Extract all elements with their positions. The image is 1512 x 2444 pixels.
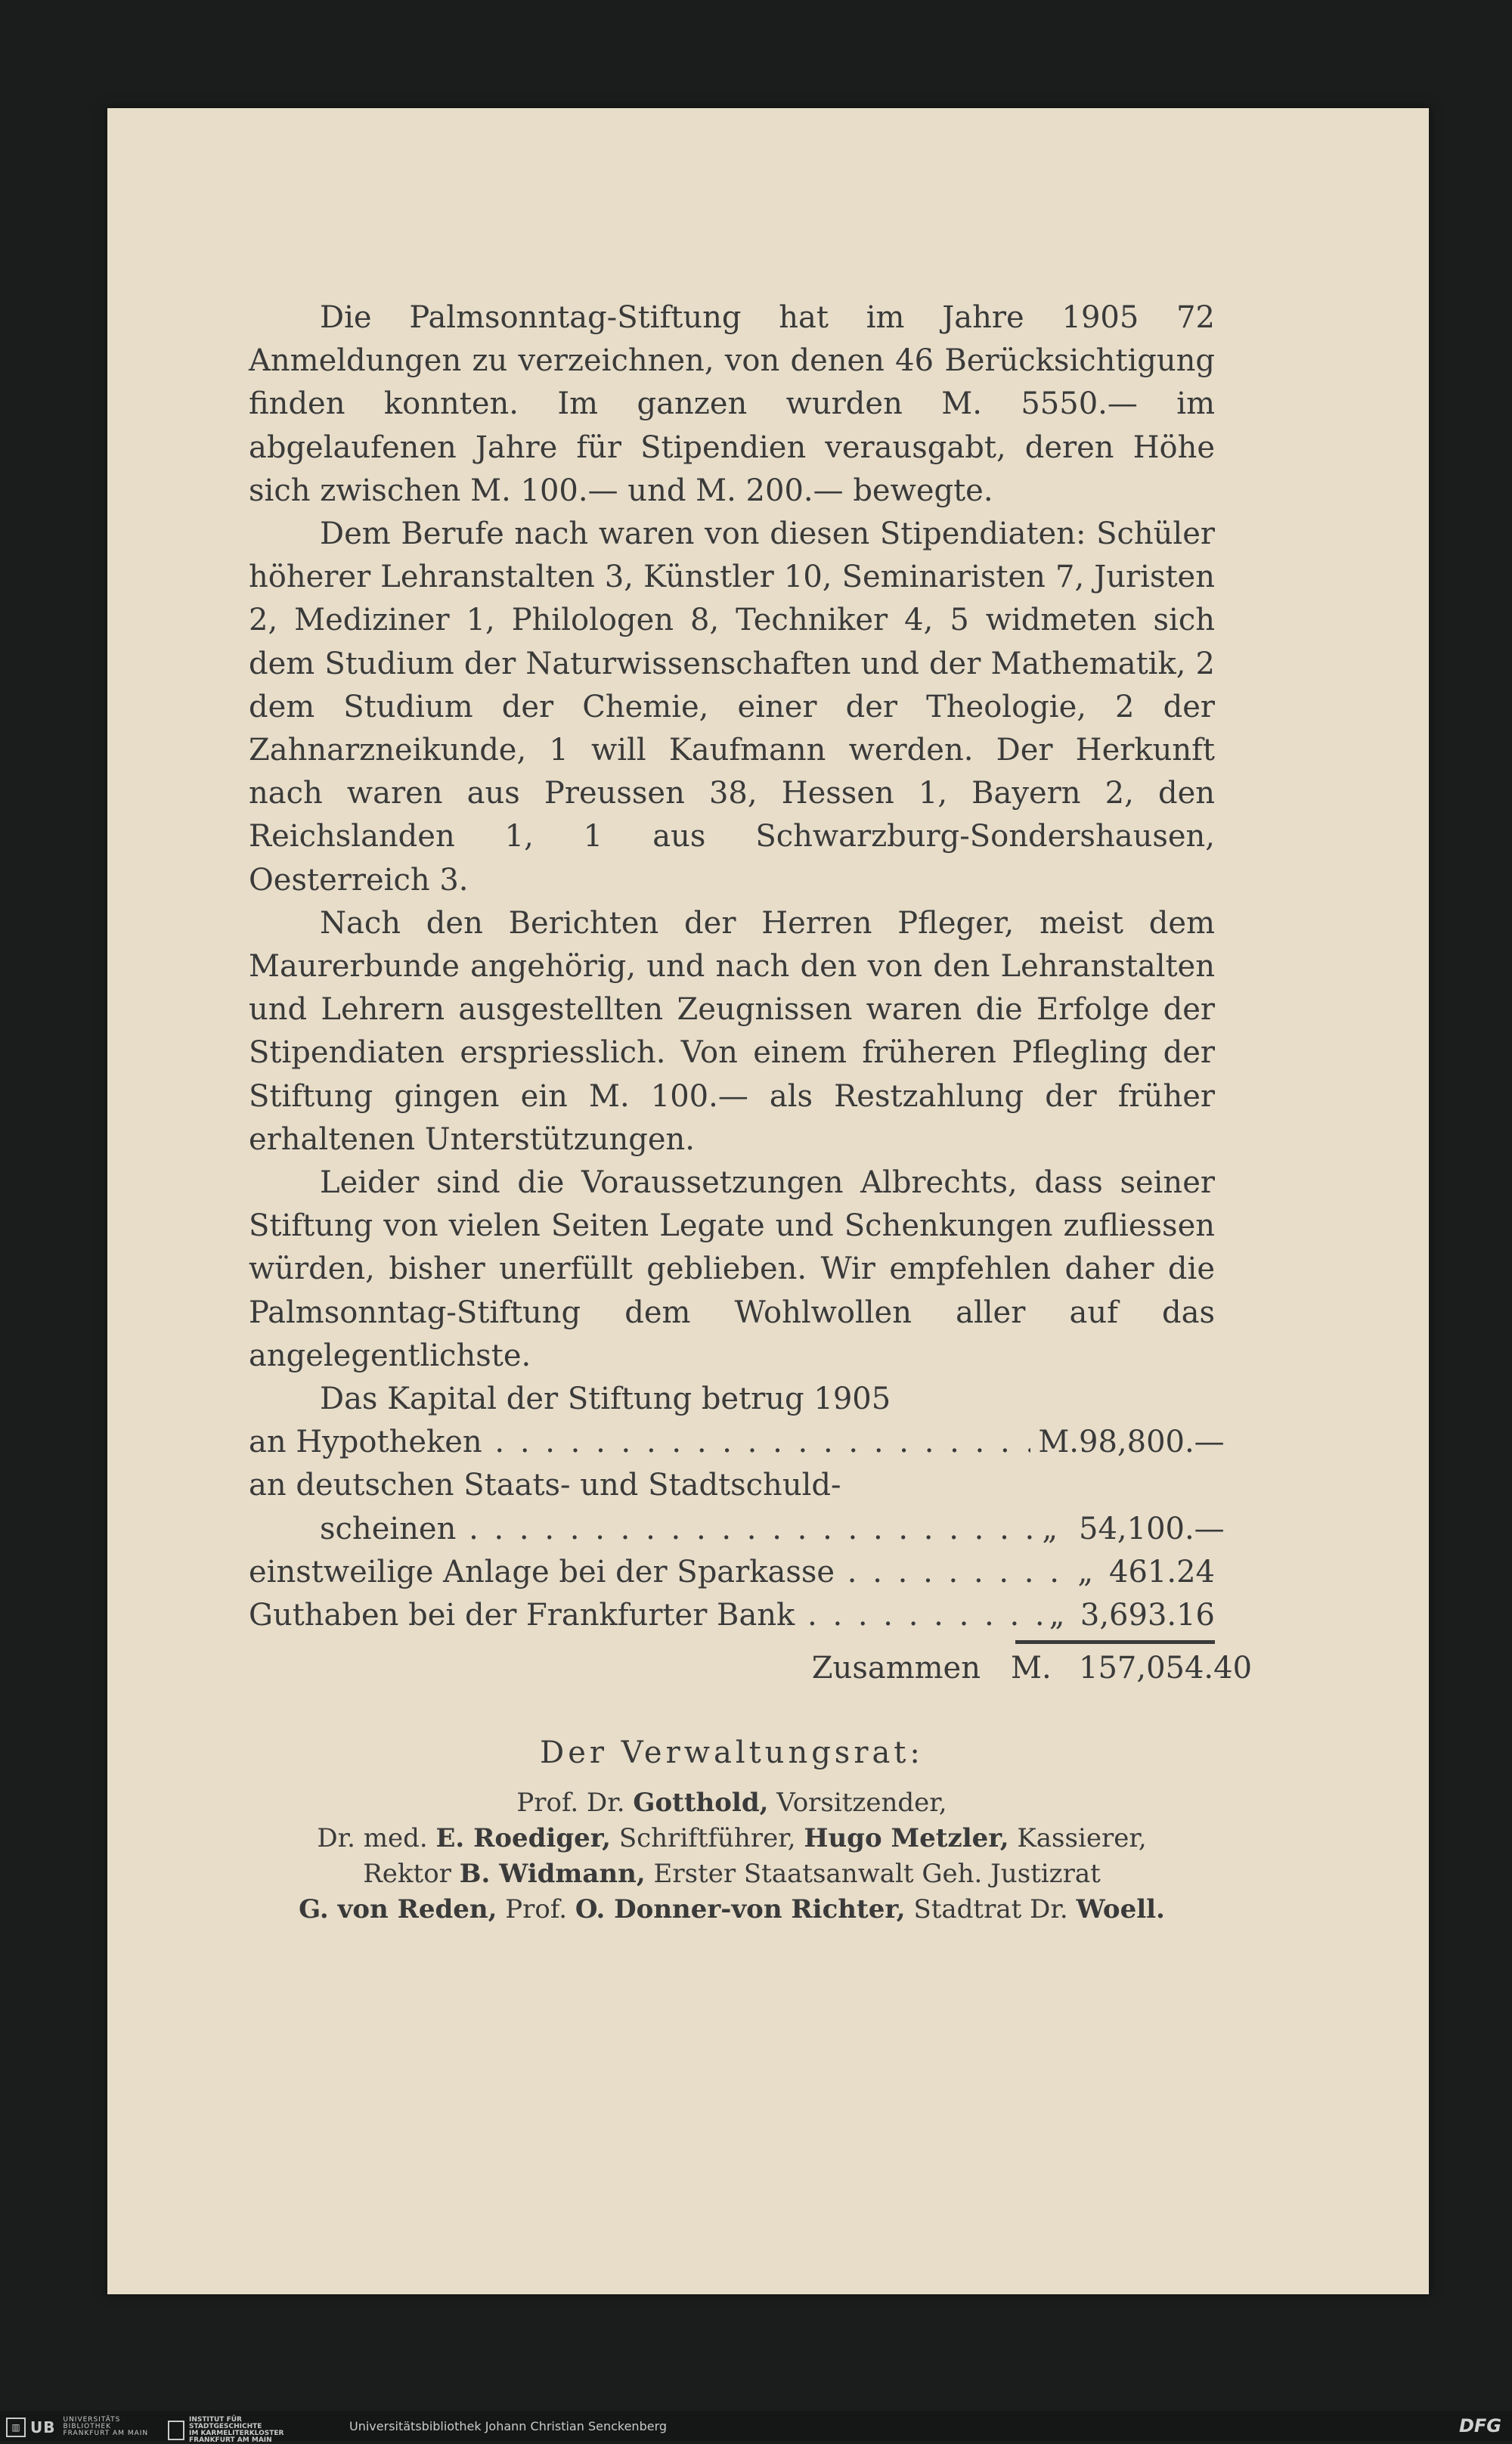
board-text: Rektor xyxy=(363,1859,451,1889)
institute-icon xyxy=(168,2421,184,2440)
board-text: Dr. med. xyxy=(317,1823,428,1853)
ledger-amount: 54,100.— xyxy=(1079,1511,1225,1546)
inst-line: STADTGESCHICHTE xyxy=(189,2423,262,2430)
inst-line: INSTITUT FÜR xyxy=(189,2416,242,2424)
board-line-3 xyxy=(249,1856,1215,1892)
ledger-row xyxy=(249,1508,1225,1551)
capital-intro: Das Kapital der Stiftung betrug 1905 xyxy=(320,1382,891,1417)
board-text: Schriftführer, xyxy=(618,1823,796,1853)
ledger-amount: 98,800.— xyxy=(1079,1425,1225,1460)
board-line-2 xyxy=(249,1821,1215,1856)
board-text: Kassierer, xyxy=(1017,1823,1147,1853)
sum-rule xyxy=(1015,1640,1215,1644)
paragraph-applications: Die Palmsonntag-Stiftung hat im Jahre 1905 72 Anmeldungen zu verzeichnen, von denen 46 Berücksichtigung finden konnten. Im ganzen wurden M. 5550.— im abgelaufenen Jahre für Stipendien verausgabt, deren Höhe sich zwischen M. 100.— und M. 200.— bewegte. xyxy=(249,300,1215,508)
board-title: Der Verwaltungsrat: xyxy=(540,1735,924,1770)
capital-ledger xyxy=(249,1421,1253,1690)
ledger-row xyxy=(249,1421,1225,1464)
ledger-row xyxy=(249,1464,1215,1507)
viewer-footer xyxy=(0,2411,1512,2444)
board-member-name: G. von Reden, xyxy=(299,1894,497,1924)
ub-logo[interactable] xyxy=(6,2417,148,2437)
board-text: Erster Staatsanwalt Geh. Justizrat xyxy=(653,1859,1101,1889)
board-text: Vorsitzender, xyxy=(776,1788,947,1818)
report-body xyxy=(249,296,1253,1690)
board-member-name: Gotthold, xyxy=(633,1788,769,1818)
ledger-label: scheinen . . . xyxy=(249,1508,1034,1551)
institute-logo[interactable] xyxy=(168,2417,284,2444)
inst-line: IM KARMELITERKLOSTER xyxy=(189,2430,284,2437)
total-amount: 157,054.40 xyxy=(1079,1651,1253,1686)
inst-line: FRANKFURT AM MAIN xyxy=(189,2436,272,2444)
ledger-currency: „ xyxy=(1049,1598,1065,1633)
board-member-name: B. Widmann, xyxy=(459,1859,646,1889)
total-label: Zusammen xyxy=(811,1651,981,1686)
ledger-currency: M. xyxy=(1038,1425,1079,1460)
board-member-name: E. Roediger, xyxy=(435,1823,612,1853)
ledger-label: einstweilige Anlage bei der Sparkasse . . . xyxy=(249,1551,1070,1594)
ub-sub-line: BIBLIOTHEK xyxy=(63,2423,112,2430)
paragraph-appeal: Leider sind die Voraussetzungen Albrechts, dass seiner Stiftung von vielen Seiten Legate und Schenkungen zufliessen würden, bisher unerfüllt geblieben. Wir empfehlen daher die Palmsonntag-Stiftung dem Wohlwollen aller auf das angelegentlichste. xyxy=(249,1165,1215,1373)
board-text: Stadtrat Dr. xyxy=(913,1894,1068,1924)
paragraph-reports: Nach den Berichten der Herren Pfleger, meist dem Maurerbunde angehörig, und nach den von den Lehranstalten und Lehrern ausgestellten Zeugnissen waren die Erfolge der Stipendiaten erspriesslich. Von einem früheren Pflegling der Stiftung gingen ein M. 100.— als Restzahlung der früher erhaltenen Unterstützungen. xyxy=(249,905,1215,1157)
institute-text xyxy=(189,2417,284,2444)
ub-sub-line: FRANKFURT AM MAIN xyxy=(63,2430,149,2437)
board-member-name: Woell. xyxy=(1076,1894,1165,1924)
board-text: Prof. Dr. xyxy=(516,1788,625,1818)
ledger-label: an deutschen Staats- und Stadtschuld- xyxy=(249,1468,841,1503)
board-member-name: O. Donner-von Richter, xyxy=(575,1894,906,1924)
paragraph-professions: Dem Berufe nach waren von diesen Stipendiaten: Schüler höherer Lehranstalten 3, Künstler 10, Seminaristen 7, Juristen 2, Mediziner 1, Philologen 8, Techniker 4, 5 widmeten sich dem Studium der Naturwissenschaften und der Mathematik, 2 dem Studium der Chemie, einer der Theologie, 2 der Zahnarzneikunde, 1 will Kaufmann werden. Der Herkunft nach waren aus Preussen 38, Hessen 1, Bayern 2, den Reichslanden 1, 1 aus Schwarzburg-Sondershausen, Oesterreich 3. xyxy=(249,516,1215,898)
ub-short: UB xyxy=(30,2418,56,2436)
board-line-4 xyxy=(249,1892,1215,1928)
total-currency: M. xyxy=(1011,1651,1052,1686)
ledger-row xyxy=(249,1594,1215,1637)
library-icon: ▥ xyxy=(6,2418,26,2437)
ub-sub-line: UNIVERSITÄTS xyxy=(63,2416,121,2424)
board-signatures xyxy=(249,1735,1215,1928)
board-text: Prof. xyxy=(505,1894,568,1924)
ledger-total xyxy=(249,1647,1253,1690)
ledger-amount: 461.24 xyxy=(1109,1554,1215,1590)
ledger-row xyxy=(249,1551,1215,1594)
dfg-logo[interactable]: DFG xyxy=(1458,2415,1501,2436)
ub-subtitle xyxy=(63,2417,148,2437)
ledger-amount: 3,693.16 xyxy=(1080,1598,1215,1633)
ledger-label: Guthaben bei der Frankfurter Bank . . . xyxy=(249,1594,1042,1637)
board-member-name: Hugo Metzler, xyxy=(804,1823,1009,1853)
ledger-currency: „ xyxy=(1042,1511,1058,1546)
ledger-currency: „ xyxy=(1077,1554,1094,1590)
ledger-label: an Hypotheken . . . xyxy=(249,1421,1030,1464)
board-line-1 xyxy=(249,1785,1215,1821)
library-credit[interactable]: Universitätsbibliothek Johann Christian Senckenberg xyxy=(349,2419,668,2433)
